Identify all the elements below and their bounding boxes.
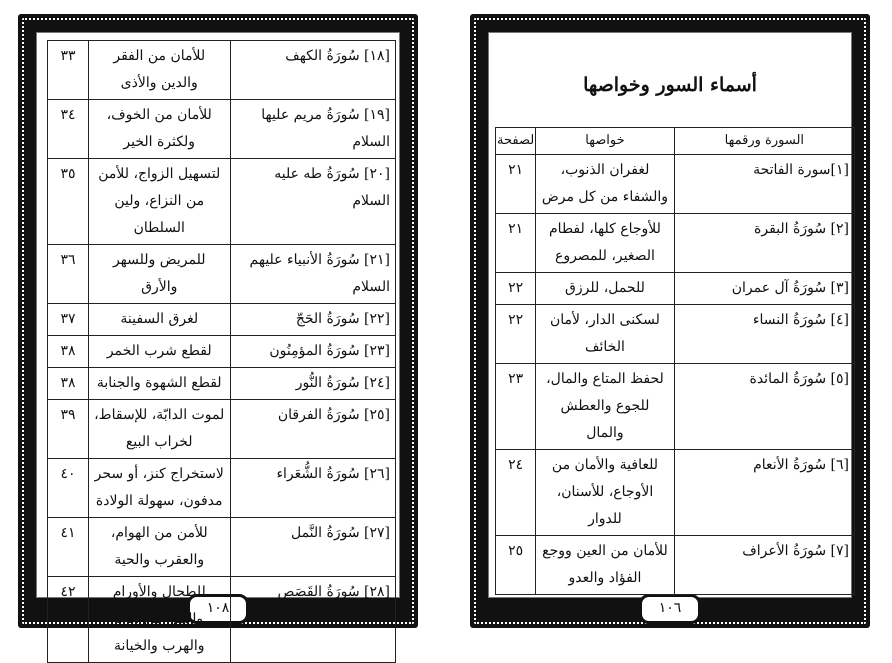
table-row [48,459,396,518]
surah-properties: لغرق السفينة [88,304,230,336]
page-ref: ٣٣ [48,41,89,100]
surah-properties: للعافية والأمان من الأوجاع، للأسنان، للدوار [536,450,675,536]
surah-table-left [47,40,396,663]
surah-name: [٢٣] سُورَةُ المؤمِنُون [230,336,395,368]
surah-table-right [495,127,855,595]
surah-name: [٢١] سُورَةُ الأنبياء عليهم السلام [230,245,395,304]
surah-properties: للأوجاع كلها، لفطام الصغير، للمصروع [536,214,675,273]
table-row [496,364,855,450]
surah-name: [٢٨] سُورَةُ القَصَص [230,577,395,663]
page-number: ١٠٨ [187,594,249,624]
table-row [496,450,855,536]
page-ref: ٤٠ [48,459,89,518]
surah-name: [٢٤] سُورَةُ النُّور [230,368,395,400]
surah-name: [٢٠] سُورَةُ طه عليه السلام [230,159,395,245]
page-ref: ٢٤ [496,450,536,536]
page-ref: ٢٥ [496,536,536,595]
table-row [48,41,396,100]
surah-name: [٢] سُورَةُ البقرة [674,214,854,273]
surah-name: [٦] سُورَةُ الأنعام [674,450,854,536]
surah-name: [٢٦] سُورَةُ الشُّعَراء [230,459,395,518]
table-row [48,368,396,400]
page-ref: ٢٣ [496,364,536,450]
page-ref: ٣٧ [48,304,89,336]
page-ref: ٣٦ [48,245,89,304]
header-properties: خواصها [536,128,675,155]
surah-name: [٢٥] سُورَةُ الفرقان [230,400,395,459]
page-ref: ٣٨ [48,368,89,400]
table-row [48,518,396,577]
page-ref: ٢٢ [496,273,536,305]
page-ref: ٣٥ [48,159,89,245]
header-surah: السورة ورقمها [674,128,854,155]
table-row [48,159,396,245]
page-ref: ٣٩ [48,400,89,459]
table-row [496,273,855,305]
page-title: أسماء السور وخواصها [583,74,757,96]
page-number: ١٠٦ [639,594,701,624]
table-row [496,214,855,273]
page-ref: ٢١ [496,155,536,214]
surah-properties: للأمن من الهوام، والعقرب والحية [88,518,230,577]
page-ref: ٢٢ [496,305,536,364]
header-page: لصفحة [496,128,536,155]
surah-properties: للأمان من العين ووجع الفؤاد والعدو [536,536,675,595]
surah-properties: للطحال والأورام والأمن من الزنا والهرب والخيانة [88,577,230,663]
page-ref: ٤١ [48,518,89,577]
page-ref: ٣٨ [48,336,89,368]
table-header [496,128,855,155]
surah-properties: لغفران الذنوب، والشفاء من كل مرض [536,155,675,214]
surah-properties: للأمان من الخوف، ولكثرة الخير [88,100,230,159]
surah-name: [١٩] سُورَةُ مريم عليها السلام [230,100,395,159]
page-ref: ٣٤ [48,100,89,159]
surah-name: [١٨] سُورَةُ الكهف [230,41,395,100]
surah-name: [٢٧] سُورَةُ النَّمل [230,518,395,577]
surah-properties: لسكنى الدار، لأمان الخائف [536,305,675,364]
surah-properties: لقطع الشهوة والجنابة [88,368,230,400]
table-row [48,577,396,663]
table-row [48,400,396,459]
table-row [48,304,396,336]
surah-name: [٣] سُورَةُ آل عمران [674,273,854,305]
surah-properties: للأمان من الفقر والدين والأذى [88,41,230,100]
surah-name: [٧] سُورَةُ الأعراف [674,536,854,595]
surah-properties: للحمل، للرزق [536,273,675,305]
table-row [48,245,396,304]
page-ref: ٢١ [496,214,536,273]
surah-properties: لموت الدابّة، للإسقاط، لخراب البيع [88,400,230,459]
surah-properties: للمريض وللسهر والأرق [88,245,230,304]
surah-properties: لقطع شرب الخمر [88,336,230,368]
surah-name: [٥] سُورَةُ المائدة [674,364,854,450]
table-row [48,336,396,368]
surah-properties: لحفظ المتاع والمال، للجوع والعطش والمال [536,364,675,450]
surah-name: [٤] سُورَةُ النساء [674,305,854,364]
table-row [496,155,855,214]
surah-name: [٢٢] سُورَةُ الحَجّ [230,304,395,336]
surah-name: [١]سورة الفاتحة [674,155,854,214]
table-row [496,305,855,364]
surah-properties: لتسهيل الزواج، للأمن من النزاع، ولين السلطان [88,159,230,245]
table-row [48,100,396,159]
page-ref: ٤٢ [48,577,89,663]
surah-properties: لاستخراج كنز، أو سحر مدفون، سهولة الولادة [88,459,230,518]
table-row [496,536,855,595]
